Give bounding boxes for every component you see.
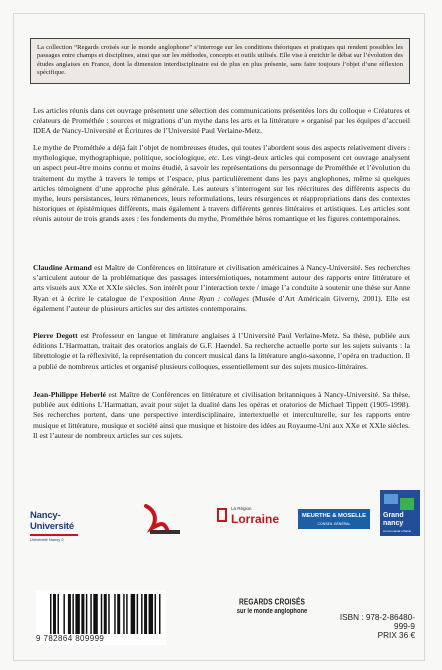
summary-paragraph-1-text: Les articles réunis dans cet ouvrage présentent une sélection des communications présentées lors du colloque « Créatures et créateurs de Prométhée : sources et migrations d’un mythe dans les arts et la littérature » organisé par les équipes d’accueil IDEA de Nancy-Université et Écritures de l’Université Paul Verlaine-Metz. xyxy=(33,106,410,136)
series-wordmark-line-1: REGARDS CROISÉS xyxy=(239,597,305,608)
nancy-universite-subtitle: Université Nancy 2 xyxy=(30,537,64,542)
summary-paragraph-2 xyxy=(33,143,410,225)
grand-nancy-logo xyxy=(380,490,420,536)
author-bio-degott xyxy=(33,331,410,372)
grand-nancy-subtitle: communauté urbaine xyxy=(383,529,412,533)
price: PRIX 36 € xyxy=(377,631,415,640)
author-bio-armand xyxy=(33,263,410,314)
grand-nancy-mark-icon xyxy=(384,494,398,504)
author-bio-text-a: est Maître de Conférences en littérature et civilisation américaines à Nancy-Université. Ses recherches s’articulent autour de la problématique des passages intersémiotiques, notamment autour des rapports entre littérature et arts visuels aux XXe et XXIe siècles. Son intérêt pour l’interaction texte / image l’a conduite à soutenir une thèse sur Anne Ryan et à écrire le catalogue de l’exposition xyxy=(33,263,410,303)
summary-paragraph-2-etc: etc xyxy=(208,153,218,163)
partner-logos xyxy=(30,490,420,550)
nancy-universite-logo xyxy=(30,510,90,542)
region-name: Lorraine xyxy=(231,512,280,526)
barcode-icon xyxy=(50,594,162,634)
author-name: Pierre Degott xyxy=(33,331,78,340)
lorraine-region-mark-icon xyxy=(217,508,227,522)
author-name: Jean-Philippe Heberlé xyxy=(33,390,106,399)
barcode-digits: 9 782864 809999 xyxy=(36,634,105,643)
nancy-universite-wordmark: Nancy-Université xyxy=(30,510,74,532)
barcode-block xyxy=(36,590,166,645)
author-bio-text-b: (Musée d’Art Américain Giverny, 2001). Elle est également l’auteur de plusieurs articles sur des artistes contemporains. xyxy=(33,293,410,313)
meurthe-subtitle: CONSEIL GÉNÉRAL xyxy=(317,522,351,526)
summary-paragraph-1 xyxy=(33,106,410,137)
meurthe-wordmark: MEURTHE & MOSELLE xyxy=(301,513,367,519)
grand-nancy-line-1: Grand xyxy=(383,512,404,519)
isbn: ISBN : 978-2-86480-999-9 xyxy=(339,613,415,631)
series-wordmark xyxy=(232,599,312,615)
verlaine-emblem-logo xyxy=(140,502,186,538)
grand-nancy-line-2: nancy xyxy=(383,520,404,527)
summary-paragraph-2-part-b: . Les vingt-deux articles qui composent cet ouvrage analysent un aspect peut-être moins connu et moins étudié, à savoir les représentations du personnage de Prométhée et l’évolution du traitement du mythe à travers le temps et l’espace, plus particulièrement dans les pays anglophones, même si quelques articles témoignent d’une approche plus générale. Les auteurs s’interrogent sur les réécritures des différents aspects du mythe, leurs persistances, leurs rémanences, leurs reformulations, leurs résurgences et réappropriations dans des contextes historiques et épistémiques différents, mais également à travers différents genres littéraires et artistiques. Les articles sont réunis autour de trois grands axes : les fondements du mythe, Prométhée héros romantique et les figures contemporaines. xyxy=(33,153,410,224)
series-description-text: La collection “Regards croisés sur le monde anglophone” s’interroge sur les conditions théoriques et pratiques qui rendent possibles les passages entre champs et disciplines, ainsi que sur les méthodes, concepts et outils utilisés. Elle vise à enrichir le débat sur l’évolution des études anglaises en France, dont la dimension interdisciplinaire est de plus en plus présente, sans faire toujours l’objet d’une réflexion spécifique. xyxy=(37,44,403,77)
series-wordmark-line-2: sur le monde anglophone xyxy=(236,608,308,616)
grand-nancy-mark-icon-2 xyxy=(400,498,414,510)
author-bio-text: est Maître de Conférences en littérature et civilisation britanniques à Nancy-Université. Sa thèse, publiée aux éditions L’Harmattan, avait pour sujet la dualité dans les opéras et oratorios de Michael Tippett (1905-1998). Ses recherches portent, dans une perspective interdisciplinaire, intertextuelle et interculturelle, sur les rapports entre musique et littérature, musique et société ainsi que musique et histoire des idées au Royaume-Uni aux XXe et XXIe siècles. Il est l’auteur de nombreux articles sur ces sujets. xyxy=(33,390,410,440)
verlaine-emblem-icon xyxy=(140,502,186,538)
author-bio-text: est Professeur en langue et littérature anglaises à l’Université Paul Verlaine-Metz. Sa thèse, publiée aux éditions L’Harmattan, traitait des oratorios anglais de G.F. Haendel. Sa recherche actuelle porte sur les sujets suivants : la librettologie et la réflexivité, la représentation du concert musical dans la littérature anglo-saxonne, l’opéra en traduction. Il a publié de nombreux articles et organisé plusieurs colloques, essentiellement sur des sujets musico-littéraires. xyxy=(33,331,411,371)
summary-paragraph-2-part-a: Le mythe de Prométhée a déjà fait l’objet de nombreuses études, qui toutes l’abordent sous des aspects relativement divers : mythologique, mythographique, politique, sociologique, xyxy=(33,143,410,163)
author-bio-italic: Anne Ryan : collages xyxy=(179,293,249,303)
series-description-box xyxy=(30,38,410,84)
nancy-universite-underline xyxy=(30,534,78,536)
author-name: Claudine Armand xyxy=(33,263,92,272)
region-label: La Région xyxy=(231,506,252,511)
region-lorraine-logo xyxy=(215,504,287,534)
author-bio-heberle xyxy=(33,390,410,441)
meurthe-et-moselle-logo xyxy=(298,509,370,529)
